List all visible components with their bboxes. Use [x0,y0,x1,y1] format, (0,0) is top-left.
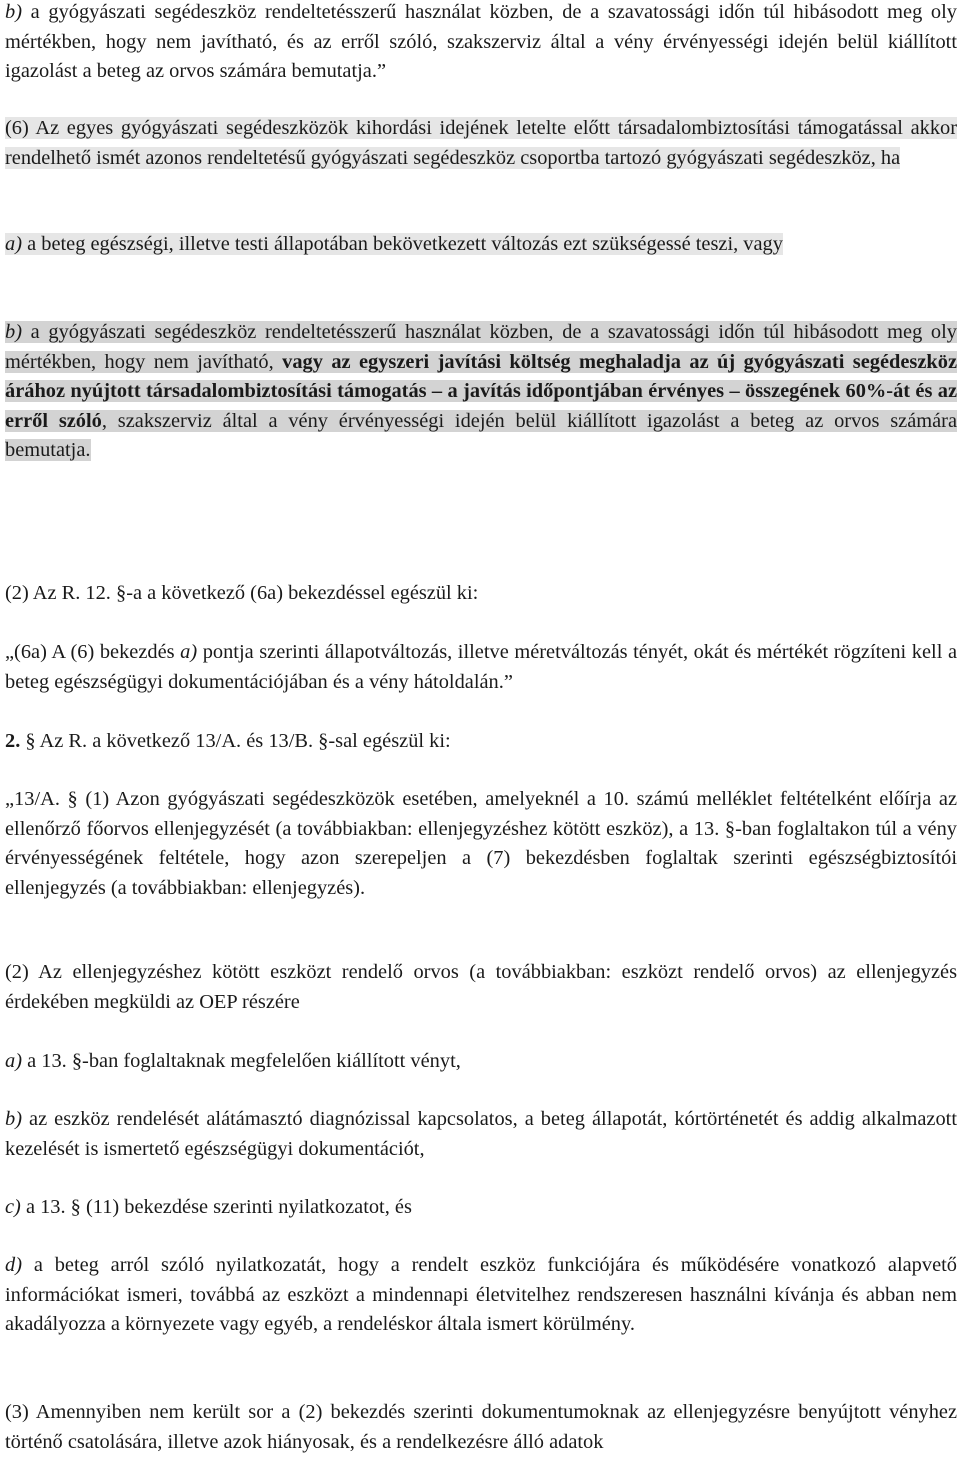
paragraph-prev-b [5,0,957,87]
paragraph-text: , szakszerviz által a vény érvényességi idején belül kiállított igazolást a beteg az orvos számára bemutatja. [5,409,958,461]
item-marker: b) [5,1,22,23]
paragraph-list-b [5,1105,957,1164]
paragraph-6a [5,638,957,697]
paragraph-list-a [5,1047,957,1077]
paragraph-b [5,318,957,466]
paragraph-text: (2) Az R. 12. §-a a következő (6a) bekezdéssel egészül ki: [5,582,479,604]
paragraph-text: a beteg arról szóló nyilatkozatát, hogy a rendelt eszköz funkciójára és működésére vonatkozó alapvető információkat ismeri, továbbá az eszközt a mindennapi életvitelhez rendszeresen használni kívánja és abban nem akadályozza a környezete vagy egyéb, a rendeléskor általa ismert körülmény. [5,1254,957,1335]
item-number: 2. [5,730,21,752]
paragraph-13a-3 [5,1398,957,1457]
item-marker: a) [5,233,22,255]
paragraph-text: a 13. § (11) bekezdése szerinti nyilatkozatot, és [20,1196,412,1218]
paragraph-text: „13/A. § (1) Azon gyógyászati segédeszközök esetében, amelyeknél a 10. számú melléklet feltételként előírja az ellenőrző főorvos ellenjegyzését (a továbbiakban: ellenjegyzéshez kötött eszköz), a 13. §-ban foglaltakon túl a vény érvényességének feltétele, hogy azon szerepeljen a (7) bekezdésben foglaltak szerinti egészségbiztosítói ellenjegyzés (a továbbiakban: ellenjegyzés). [5,788,957,899]
paragraph-bold-text: vagy az egyszeri javítási költség meghaladja az új gyógyászati segédeszköz árához nyújtott társadalombiztosítási támogatás – a javítás időpontjában érvényes – összegének 60%-át és az erről szóló [5,350,957,432]
paragraph-text: az eszköz rendelését alátámasztó diagnózissal kapcsolatos, a beteg állapotát, kórtörténetét és addig alkalmazott kezelését is ismertető egészségügyi dokumentációt, [5,1108,957,1160]
paragraph-text: (6) Az egyes gyógyászati segédeszközök kihordási idejének letelte előtt társadalombiztosítási támogatással akkor rendelhető ismét azonos rendeltetésű gyógyászati segédeszköz csoportba tartozó gyógyászati segédeszköz, ha [5,117,957,169]
item-marker: a) [180,641,198,663]
paragraph-13a-1 [5,785,957,903]
item-marker: c) [5,1196,21,1218]
paragraph-text: § Az R. a következő 13/A. és 13/B. §-sal egészül ki: [20,730,451,752]
paragraph-section-2 [5,579,957,609]
paragraph-text: (2) Az ellenjegyzéshez kötött eszközt rendelő orvos (a továbbiakban: eszközt rendelő orvos) az ellenjegyzés érdekében megküldi az OEP részére [5,961,957,1013]
paragraph-list-d [5,1251,957,1340]
paragraph-text: a beteg egészségi, illetve testi állapotában bekövetkezett változás ezt szükségessé teszi, vagy [22,233,783,255]
item-marker: b) [5,321,22,343]
paragraph-text: a 13. §-ban foglaltaknak megfelelően kiállított vényt, [22,1050,461,1072]
paragraph-13a-2 [5,958,957,1017]
paragraph-text: „(6a) A (6) bekezdés [5,641,181,663]
paragraph-a [5,230,957,260]
paragraph-text: pontja szerinti állapotváltozás, illetve méretváltozás tényét, okát és mértékét rögzíteni kell a beteg egészségügyi dokumentációjában és a vény hátoldalán.” [5,641,957,693]
item-marker: d) [5,1254,22,1276]
paragraph-list-c [5,1193,957,1223]
paragraph-text: (3) Amennyiben nem került sor a (2) bekezdés szerinti dokumentumoknak az ellenjegyzésre benyújtott vényhez történő csatolására, illetve azok hiányosak, és a rendelkezésre álló adatok [5,1401,957,1453]
item-marker: b) [5,1108,22,1130]
paragraph-6 [5,114,957,173]
paragraph-text: a gyógyászati segédeszköz rendeltetésszerű használat közben, de a szavatossági időn túl hibásodott meg oly mértékben, hogy nem javítható, [5,321,957,373]
paragraph-item-2 [5,727,957,757]
paragraph-text: a gyógyászati segédeszköz rendeltetésszerű használat közben, de a szavatossági időn túl hibásodott meg oly mértékben, hogy nem javítható, és az erről szóló, szakszerviz által a vény érvényességi idején belül kiállított igazolást a beteg az orvos számára bemutatja.” [5,1,957,82]
item-marker: a) [5,1050,22,1072]
